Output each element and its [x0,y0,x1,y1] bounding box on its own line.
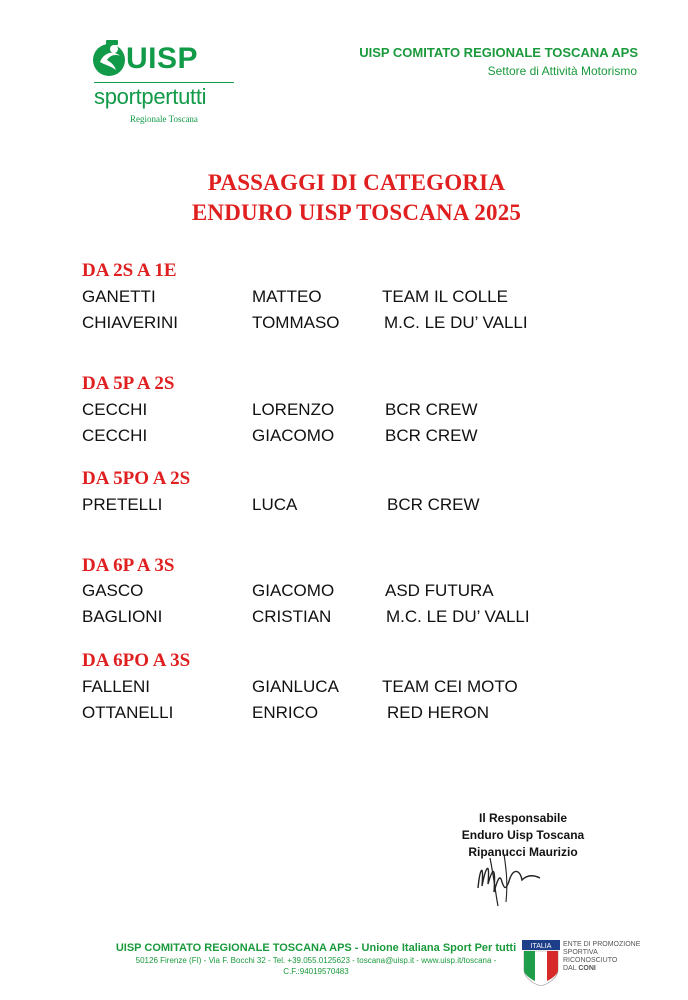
rider-team: ASD FUTURA [385,581,494,600]
rider-name: ENRICO [252,703,319,722]
coni-prefix: DAL [563,965,579,972]
rider-surname: GANETTI [82,287,156,306]
footer-address: 50126 Firenze (FI) - Via F. Bocchi 32 - Tel. +39.055.0125623 - toscana@uisp.it - www.uisp.it/toscana - [135,956,497,965]
rider-name: LORENZO [252,400,335,419]
rider-name: GIANLUCA [252,677,339,696]
rider-team: RED HERON [387,703,490,722]
section-heading: DA 5P A 2S [82,373,175,394]
uisp-logo [92,40,242,130]
logo-tagline: sportpertutti [94,84,207,109]
rider-name: LUCA [252,495,298,514]
rider-name: MATTEO [252,287,322,306]
rider-team: BCR CREW [385,400,478,419]
logo-brand: UISP [126,42,199,75]
rider-team: TEAM CEI MOTO [382,677,518,696]
coni-text-line: RICONOSCIUTO [563,957,618,964]
section-heading: DA 6P A 3S [82,555,175,576]
rider-name: CRISTIAN [252,607,332,626]
rider-team: BCR CREW [385,426,478,445]
section-heading: DA 5PO A 2S [82,468,191,489]
logo-region: Regionale Toscana [130,114,198,124]
header-org-name: UISP COMITATO REGIONALE TOSCANA APS [359,45,638,60]
rider-name: TOMMASO [252,313,340,332]
footer-org: UISP COMITATO REGIONALE TOSCANA APS - Unione Italiana Sport Per tutti [115,942,517,954]
coni-name: CONI [578,965,596,972]
signature-dept: Enduro Uisp Toscana [461,828,585,842]
rider-surname: OTTANELLI [82,703,174,722]
section-heading: DA 2S A 1E [82,260,177,281]
document-title: PASSAGGI DI CATEGORIA [207,170,506,195]
runner-emblem-icon [92,40,128,78]
rider-name: GIACOMO [252,581,335,600]
header-sector: Settore di Attività Motorismo [487,64,637,78]
document-subtitle: ENDURO UISP TOSCANA 2025 [191,200,522,225]
rider-surname: GASCO [82,581,144,600]
signature-person: Ripanucci Maurizio [468,845,578,859]
rider-surname: PRETELLI [82,495,163,514]
coni-badge-label: ITALIA [530,943,552,950]
footer-tax-code: C.F.:94019570483 [283,967,349,976]
coni-text-line [563,965,596,973]
rider-surname: FALLENI [82,677,151,696]
rider-team: BCR CREW [387,495,480,514]
handwritten-signature [470,848,560,908]
rider-team: TEAM IL COLLE [382,287,508,306]
rider-name: GIACOMO [252,426,335,445]
rider-surname: CECCHI [82,426,148,445]
rider-team: M.C. LE DU’ VALLI [386,607,530,626]
signature-role: Il Responsabile [478,811,568,825]
coni-shield-icon [522,940,560,986]
coni-text-line: SPORTIVA [563,949,598,956]
rider-surname: BAGLIONI [82,607,163,626]
coni-text-line: ENTE DI PROMOZIONE [563,941,641,948]
rider-team: M.C. LE DU’ VALLI [384,313,528,332]
logo-divider [94,82,234,83]
rider-surname: CECCHI [82,400,148,419]
section-heading: DA 6PO A 3S [82,650,191,671]
rider-surname: CHIAVERINI [82,313,179,332]
